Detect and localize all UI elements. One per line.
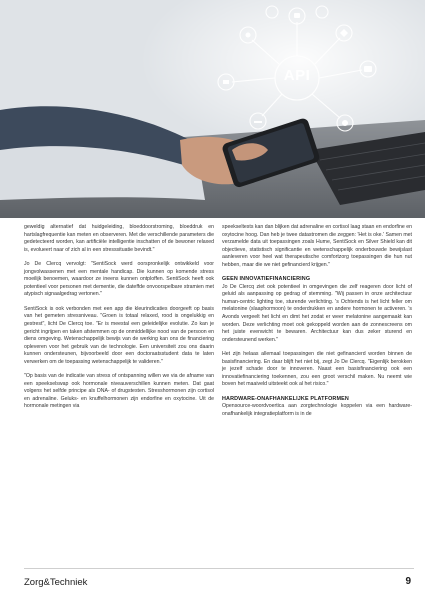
brand-part: Zorg: [24, 577, 44, 588]
magazine-logo: [24, 577, 87, 588]
paragraph: Jo De Clercq vervolgt: "SentiSock werd oorspronkelijk ontwikkeld voor jongvolwassenen met een mentale handicap. Die kunnen op komende stress moeilijk benoemen, waardoor ze ineens kunnen ontploffen. SentiSock heeft ook potentieel voor personen met dementie, die dateffde onvoorspelbare stramien met atypisch signaalgedrag vertonen.": [24, 261, 214, 298]
right-column: [222, 224, 412, 426]
paragraph: "Op basis van de indicatie van stress of ontspanning willen we via de afname van een speekselswap ook hormonale niveauverschillen kunnen meten. Dat gaat volgens het selfde principe als DNA- of drugstesten. Stresshormonen zijn cortisol en adrenaline. Geluks- en knuffelhormonen zijn endorfine en oxytocine. Uit de hormonale metingen via: [24, 373, 214, 410]
section-heading: GEEN INNOVATIEFINANCIERING: [222, 276, 311, 283]
paragraph: geweldig alternatief dat huidgeleiding, bloeddoorstroming, bloeddruk en hartslagfrequentie kan meten en observeren. Met die verschillende parameters die gedetecteerd worden, kan artificiële intelligentie inschatten of de bewoner relaxed is, evolueert naar of zich al in een stresssituatie bevindt.": [24, 224, 214, 253]
footer-divider: [24, 568, 414, 569]
section-heading: HARDWARE-ONAFHANKELIJKE PLATFORMEN: [222, 395, 349, 402]
hero-illustration: [0, 0, 425, 218]
paragraph: Opensource-woordvoertica aan zorgtechnologie koppelen via een hardware-onafhankelijk integratieplatform is in de: [222, 403, 412, 418]
brand-part: Techniek: [49, 577, 88, 588]
page-footer: [0, 568, 425, 600]
paragraph: speekseltests kan dan blijken dat adrenaline en cortisol laag staan en endorfine en oxytocine hoog. Dan heb je twee datastromen die zeggen: 'Het is oke.' Samen met verzamelde data uit toepassingen zoals Hume, SentiSock en Silver Shield kan dit objectieve, statistisch significantie en wetenschappelijk onderbouwde bewijslast aanleveren voor heel wat therapeutische comfortzorg toepassingen die hun nut hebben, maar die we niet gefinancierd krijgen.": [222, 224, 412, 268]
paragraph: SentiSock is ook verbonden met een app die kleurindicaties doorgeeft op basis van het gemeten stressniveau. "Groen is totaal relaxed, rood is ongelukkig en gestrest", licht De Clercq toe. "Er is meestal een geleidelijke evolutie. Zo kan je gericht ingrijpen en taken afstemmen op de onmiddellijke nood van de persoon en diens omgeving. Wetenschappelijk bewijs van de werking kan ons de financiering opleveren voor het gebruik van de technologie. Een universiteit zou ons daarin kunnen ondersteunen, bijvoorbeeld door een doctoraatsstudent data te laten verwerken om de toepassing wetenschappelijk te valideren.": [24, 305, 214, 365]
hero-image: [0, 0, 425, 218]
left-column: [24, 224, 214, 418]
paragraph: Het zijn helaas allemaal toepassingen die niet gefinancierd worden binnen de basisfinanciering. En daar blijft het niet bij, zegt Jo De Clercq. "Eigenlijk berokken je jezelf schade door te innoveren. Naast een basisfinanciering ook een innovatiefinanciering toekennen, zou een groot verschil maken. Nu neemt wie boven het maaiveld uitsteekt ook al het risico.": [222, 351, 412, 388]
brand-ampersand: &: [43, 577, 50, 588]
page-number: 9: [405, 576, 411, 587]
paragraph: Jo De Clercq ziet ook potentieel in omgevingen die zelf reageren door licht of geluid als aanpassing op gedrag of stemming. "Wij passen in onze architectuur human-centric lighting toe, sturende verlichting. 's Ochtends is het licht feller om melatonine (slaaphormoon) te onderdrukken en andere hormonen te activeren. 's Avonds vergeelt het licht en dimt het zodat er weer melatonine aangemaakt kan worden. Deze verlichting moet ook gekoppeld worden aan de zonnescreens om het juiste evenwicht te bewaren. Architectuur kan dus zeker sturend en ondersteunend werken.": [222, 283, 412, 343]
api-icon: API: [283, 67, 311, 84]
